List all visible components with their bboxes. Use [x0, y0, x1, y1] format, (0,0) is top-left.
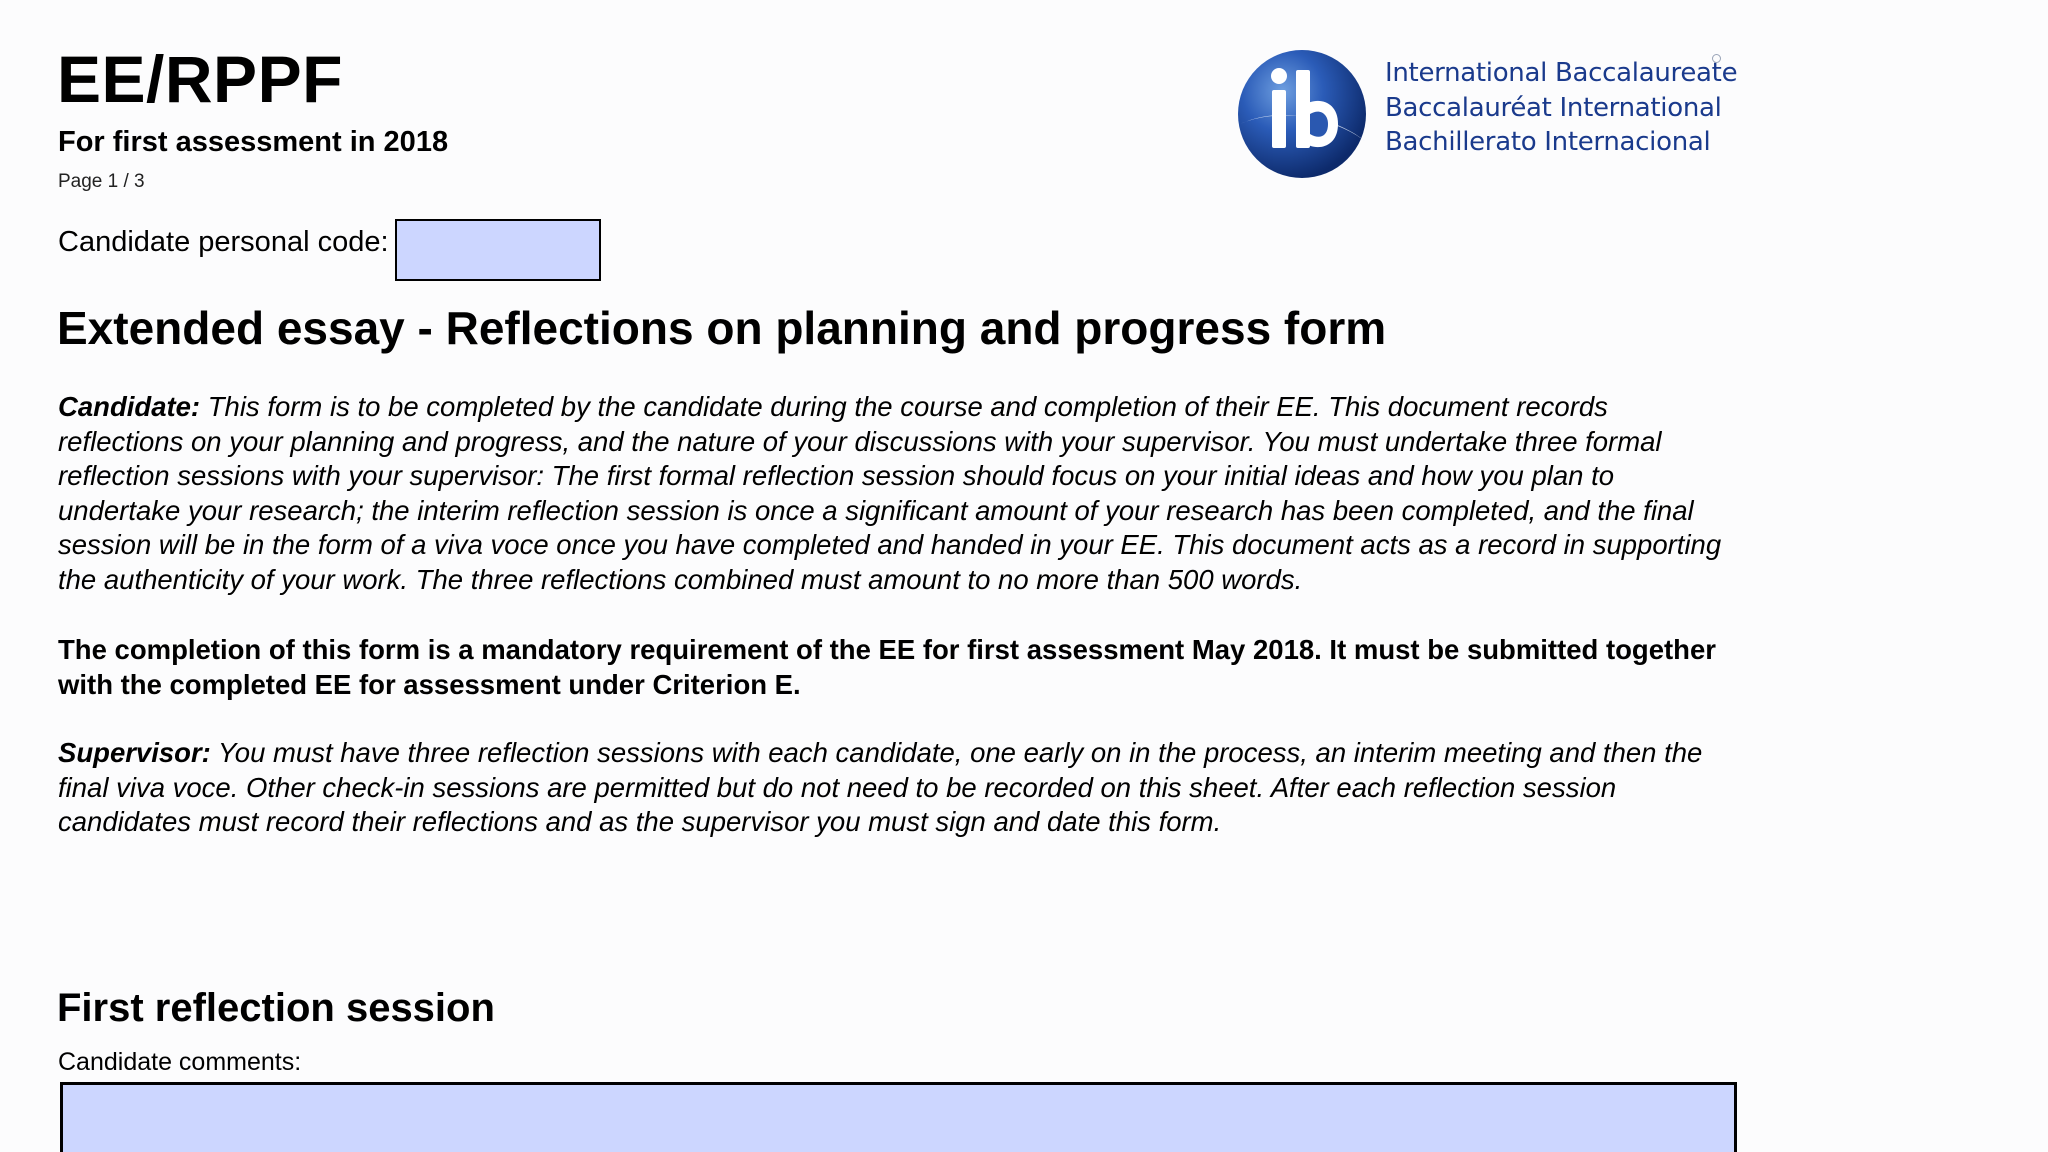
- candidate-code-input[interactable]: [395, 219, 601, 281]
- candidate-instructions-text: This form is to be completed by the candidate during the course and completion of their EE. This document records reflections on your planning and progress, and the nature of your discussions with your supervisor. You must undertake three formal reflection sessions with your supervisor: The first formal reflection session should focus on your initial ideas and how you plan to undertake your research; the interim reflection session is once a significant amount of your research has been completed, and the final session will be in the form of a viva voce once you have completed and handed in your EE. This document acts as a record in supporting the authenticity of your work. The three reflections combined must amount to no more than 500 words.: [58, 391, 1722, 595]
- first-assessment-note: For first assessment in 2018: [58, 126, 449, 158]
- page-indicator: Page 1 / 3: [58, 171, 145, 192]
- supervisor-instructions: [58, 736, 1728, 840]
- mandatory-requirement-note: The completion of this form is a mandatory requirement of the EE for first assessment May 2018. It must be submitted together with the completed EE for assessment under Criterion E.: [58, 634, 1716, 700]
- supervisor-instructions-text: You must have three reflection sessions with each candidate, one early on in the process, an interim meeting and then the final viva voce. Other check-in sessions are permitted but do not need to be recorded on this sheet. After each reflection session candidates must record their reflections and as the supervisor you must sign and date this form.: [58, 737, 1703, 837]
- candidate-code-label: Candidate personal code:: [58, 226, 389, 258]
- ib-name-english: International Baccalaureate: [1385, 58, 1738, 88]
- form-code: EE/RPPF: [57, 42, 343, 116]
- candidate-instructions: [58, 390, 1728, 597]
- supervisor-lead: Supervisor:: [58, 737, 211, 768]
- form-title: Extended essay - Reflections on planning and progress form: [57, 302, 1387, 354]
- candidate-code-row: [58, 216, 601, 284]
- ib-globe-logo-icon: [1232, 44, 1370, 182]
- ib-logo: [1232, 42, 1752, 188]
- registered-mark-icon: [1712, 54, 1721, 63]
- first-reflection-heading: First reflection session: [57, 986, 495, 1030]
- candidate-comments-label: Candidate comments:: [58, 1048, 302, 1076]
- ib-name-spanish: Bachillerato Internacional: [1385, 127, 1711, 157]
- ib-organization-names: [1385, 56, 1737, 160]
- candidate-comments-field[interactable]: [60, 1082, 1737, 1152]
- candidate-lead: Candidate:: [58, 391, 201, 422]
- ib-name-french: Baccalauréat International: [1385, 92, 1722, 123]
